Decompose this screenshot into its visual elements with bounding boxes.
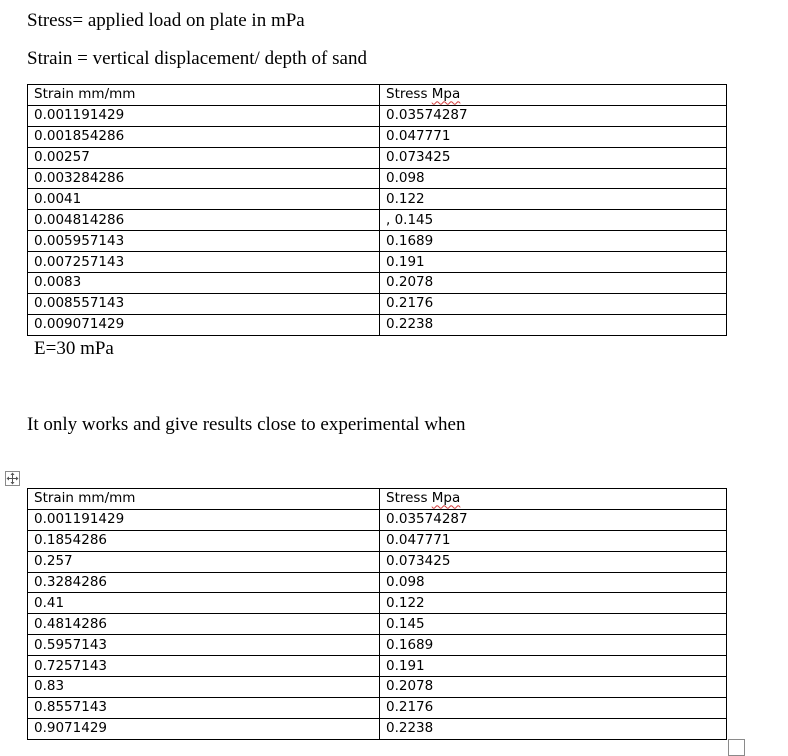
strain-cell: 0.4814286 [28,614,380,635]
strain-cell: 0.008557143 [28,293,380,314]
note-text: It only works and give results close to experimental when [27,414,466,435]
table-row [28,677,727,698]
strain-cell: 0.005957143 [28,231,380,252]
table-row [28,635,727,656]
stress-cell: 0.145 [380,614,727,635]
strain-cell: 0.001191429 [28,509,380,530]
table-resize-handle[interactable] [728,739,745,756]
stress-cell: 0.191 [380,656,727,677]
table-header-row [28,489,727,510]
strain-header: Strain mm/mm [28,489,380,510]
strain-cell: 0.5957143 [28,635,380,656]
stress-header-prefix: Stress [386,86,432,103]
stress-header [380,85,727,106]
stress-cell: 0.03574287 [380,105,727,126]
stress-cell: 0.098 [380,168,727,189]
stress-cell: 0.1689 [380,231,727,252]
stress-cell: 0.1689 [380,635,727,656]
table-row [28,273,727,294]
stress-cell: 0.098 [380,572,727,593]
stress-cell: 0.2238 [380,718,727,739]
move-arrows-icon [6,472,19,485]
table-row [28,697,727,718]
strain-cell: 0.001854286 [28,126,380,147]
table-row [28,509,727,530]
stress-cell: 0.122 [380,189,727,210]
strain-cell: 0.257 [28,551,380,572]
strain-stress-table-1[interactable] [27,84,727,336]
table-row [28,718,727,739]
table-row [28,105,727,126]
table-row [28,252,727,273]
table-row [28,593,727,614]
strain-cell: 0.0083 [28,273,380,294]
stress-cell: 0.03574287 [380,509,727,530]
strain-header: Strain mm/mm [28,85,380,106]
table-row [28,231,727,252]
stress-cell: 0.047771 [380,530,727,551]
stress-cell: 0.2176 [380,293,727,314]
strain-cell: 0.007257143 [28,252,380,273]
table-row [28,147,727,168]
strain-definition: Strain = vertical displacement/ depth of sand [27,48,367,69]
table-row [28,572,727,593]
table-row [28,189,727,210]
stress-cell: 0.122 [380,593,727,614]
strain-cell: 0.00257 [28,147,380,168]
strain-cell: 0.7257143 [28,656,380,677]
modulus-value: E=30 mPa [34,338,114,359]
strain-cell: 0.1854286 [28,530,380,551]
strain-stress-table-2[interactable] [27,488,727,740]
strain-cell: 0.8557143 [28,697,380,718]
strain-cell: 0.009071429 [28,314,380,335]
table-row [28,530,727,551]
strain-cell: 0.0041 [28,189,380,210]
strain-cell: 0.003284286 [28,168,380,189]
stress-cell: 0.2078 [380,273,727,294]
strain-cell: 0.001191429 [28,105,380,126]
stress-definition: Stress= applied load on plate in mPa [27,10,305,31]
stress-cell: 0.2078 [380,677,727,698]
stress-header [380,489,727,510]
table-header-row [28,85,727,106]
table-row [28,210,727,231]
stress-unit: Mpa [431,490,461,507]
table-row [28,168,727,189]
table-row [28,656,727,677]
table-row [28,293,727,314]
stress-cell: , 0.145 [380,210,727,231]
stress-cell: 0.2238 [380,314,727,335]
stress-cell: 0.191 [380,252,727,273]
stress-cell: 0.073425 [380,551,727,572]
stress-cell: 0.047771 [380,126,727,147]
strain-cell: 0.9071429 [28,718,380,739]
strain-cell: 0.83 [28,677,380,698]
table-row [28,551,727,572]
table-move-handle[interactable] [5,471,20,486]
table-row [28,614,727,635]
strain-cell: 0.3284286 [28,572,380,593]
strain-cell: 0.004814286 [28,210,380,231]
stress-cell: 0.073425 [380,147,727,168]
table-row [28,126,727,147]
strain-cell: 0.41 [28,593,380,614]
table-row [28,314,727,335]
stress-header-prefix: Stress [386,490,432,507]
stress-cell: 0.2176 [380,697,727,718]
stress-unit: Mpa [431,86,461,103]
